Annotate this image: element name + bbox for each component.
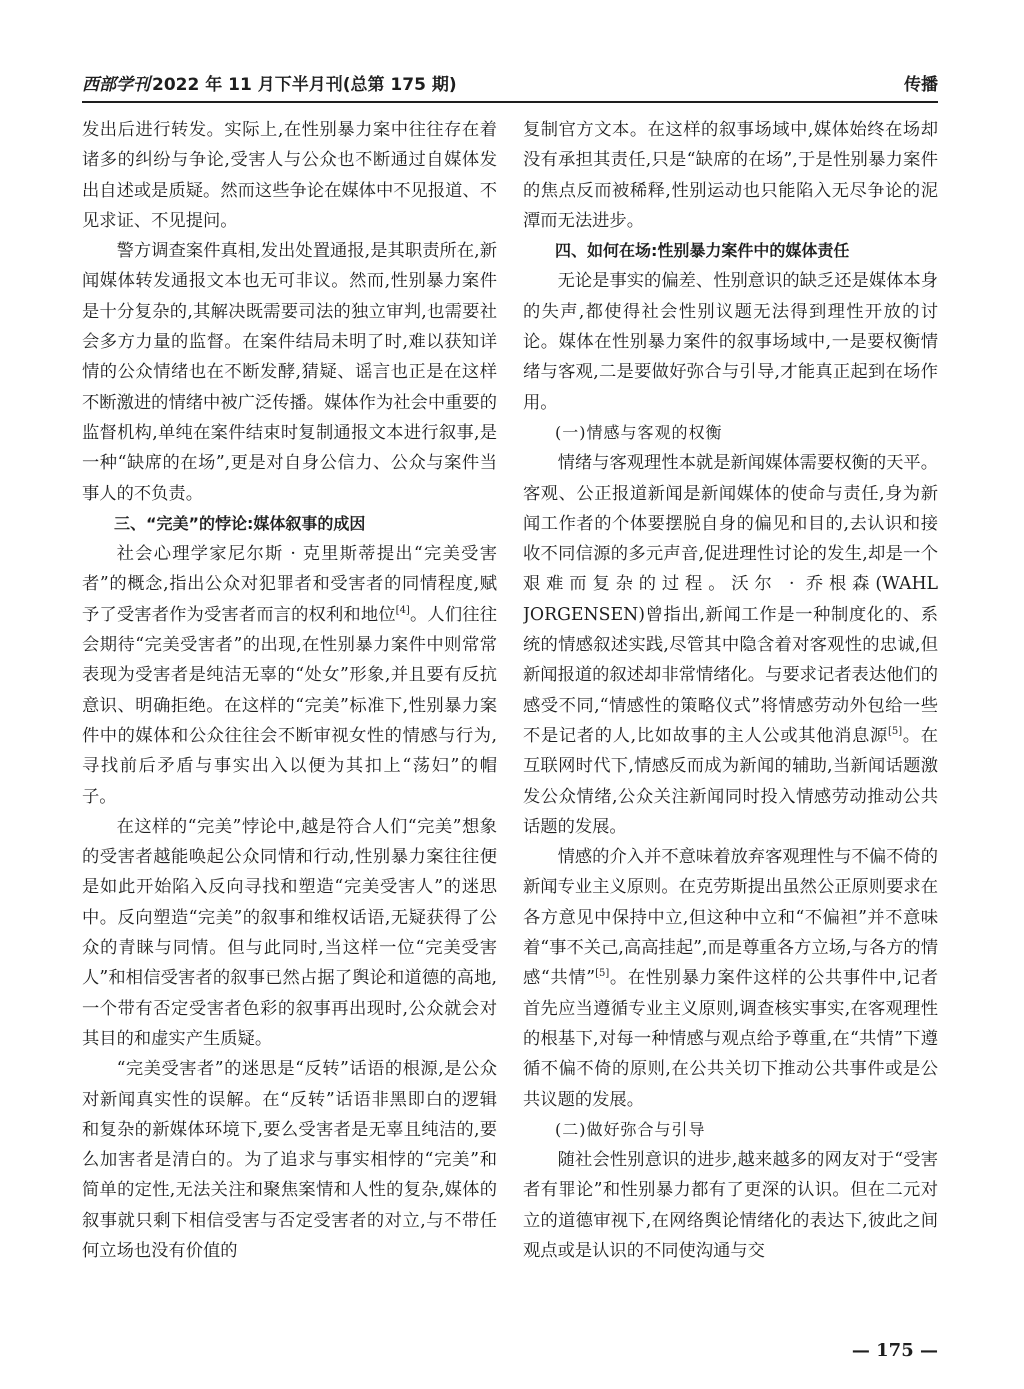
citation-ref: [5] [595, 968, 610, 980]
running-header [82, 72, 938, 100]
paragraph-text: 。人们往往会期待“完美受害者”的出现,在性别暴力案件中则常常表现为受害者是纯洁无辜的“处女”形象,并且要有反抗意识、明确拒绝。在这样的“完美”标准下,性别暴力案件中的媒体和公众往往会不断审视女性的情感与行为,寻找前后矛盾与事实出入以便为其扣上“荡妇”的帽子。 [82, 604, 497, 807]
issue-info: 2022 年 11 月下半月刊(总第 175 期) [152, 75, 457, 95]
paragraph: 随社会性别意识的进步,越来越多的网友对于“受害者有罪论”和性别暴力都有了更深的认识。但在二元对立的道德审视下,在网络舆论情绪化的表达下,彼此之间观点或是认识的不同使沟通与交 [523, 1150, 938, 1261]
section-name: 传播 [904, 75, 938, 95]
paragraph [523, 448, 938, 842]
paragraph-text: 情感的介入并不意味着放弃客观理性与不偏不倚的新闻专业主义原则。在克劳斯提出虽然公正原则要求在各方意见中保持中立,但这种中立和“不偏袒”并不意味着“事不关己,高高挂起”,而是尊重各方立场,与各方的情感“共情” [523, 847, 938, 989]
paragraph: 发出后进行转发。实际上,在性别暴力案中往往存在着诸多的纠纷与争论,受害人与公众也不断通过自媒体发出自述或是质疑。然而这些争论在媒体中不见报道、不见求证、不见提问。 [82, 120, 497, 231]
paragraph-text: 情绪与客观理性本就是新闻媒体需要权衡的天平。客观、公正报道新闻是新闻媒体的使命与责任,身为新闻工作者的个体要摆脱自身的偏见和目的,去认识和接收不同信源的多元声音,促进理性讨论的发生,却是一个艰难而复杂的过程。沃尔 · 乔根森(WAHL JORGENSEN)曾指出,新闻工作是一种制度化的、系统的情感叙述实践,尽管其中隐含着对客观性的忠诚,但新闻报道的叙述却非常情绪化。与要求记者表达他们的感受不同,“情感性的策略仪式”将情感劳动外包给一些不是记者的人,比如故事的主人公或其他消息源 [523, 453, 938, 746]
paragraph [523, 842, 938, 1115]
journal-logo: 西部学刊 [82, 75, 150, 95]
paragraph: “完美受害者”的迷思是“反转”话语的根源,是公众对新闻真实性的误解。在“反转”话语非黑即白的逻辑和复杂的新媒体环境下,要么受害者是无辜且纯洁的,要么加害者是清白的。为了追求与事实相悖的“完美”和简单的定性,无法关注和聚焦案情和人性的复杂,媒体的叙事就只剩下相信受害与否定受害者的对立,与不带任何立场也没有价值的 [82, 1059, 497, 1261]
paragraph [82, 539, 497, 812]
citation-ref: [5] [887, 726, 903, 738]
paragraph-text: 。在性别暴力案件这样的公共事件中,记者首先应当遵循专业主义原则,调查核实事实,在客观理性的根基下,对每一种情感与观点给予尊重,在“共情”下遵循不偏不倚的原则,在公共关切下推动公共事件或是公共议题的发展。 [523, 968, 938, 1110]
section-heading-3: 三、“完美”的悖论:媒体叙事的成因 [114, 513, 366, 533]
paragraph-text: 。在互联网时代下,情感反而成为新闻的辅助,当新闻话题激发公众情绪,公众关注新闻同时投入情感劳动推动公共话题的发展。 [523, 725, 938, 837]
header-journal-issue [82, 72, 457, 98]
right-column [523, 115, 938, 1347]
paragraph: 在这样的“完美”悖论中,越是符合人们“完美”想象的受害者越能唤起公众同情和行动,性别暴力案往往便是如此开始陷入反向寻找和塑造“完美受害人”的迷思中。反向塑造“完美”的叙事和维权话语,无疑获得了公众的青睐与同情。但与此同时,当这样一位“完美受害人”和相信受害者的叙事已然占据了舆论和道德的高地,一个带有否定受害者色彩的叙事再出现时,公众就会对其目的和虚实产生质疑。 [82, 816, 497, 1049]
page-number: — 175 — [851, 1340, 938, 1361]
subsection-heading-2: (二)做好弥合与引导 [555, 1119, 706, 1139]
paragraph: 无论是事实的偏差、性别意识的缺乏还是媒体本身的失声,都使得社会性别议题无法得到理性开放的讨论。媒体在性别暴力案件的叙事场域中,一是要权衡情绪与客观,二是要做好弥合与引导,才能真正起到在场作用。 [523, 271, 938, 413]
subsection-heading-1: (一)情感与客观的权衡 [555, 422, 723, 442]
left-column [82, 115, 497, 1347]
citation-ref: [4] [395, 604, 410, 616]
section-heading-4: 四、如何在场:性别暴力案件中的媒体责任 [555, 241, 850, 261]
paragraph: 复制官方文本。在这样的叙事场域中,媒体始终在场却没有承担其责任,只是“缺席的在场”,于是性别暴力案件的焦点反而被稀释,性别运动也只能陷入无尽争论的泥潭而无法进步。 [523, 120, 938, 231]
header-rule [82, 101, 938, 103]
paragraph: 警方调查案件真相,发出处置通报,是其职责所在,新闻媒体转发通报文本也无可非议。然而,性别暴力案件是十分复杂的,其解决既需要司法的独立审判,也需要社会多方力量的监督。在案件结局未明了时,难以获知详情的公众情绪也在不断发酵,猜疑、谣言也正是在这样不断激进的情绪中被广泛传播。媒体作为社会中重要的监督机构,单纯在案件结束时复制通报文本进行叙事,是一种“缺席的在场”,更是对自身公信力、公众与案件当事人的不负责。 [82, 241, 497, 504]
paragraph-text: 社会心理学家尼尔斯 · 克里斯蒂提出“完美受害者”的概念,指出公众对犯罪者和受害者的同情程度,赋予了受害者作为受害者而言的权利和地位 [82, 544, 497, 625]
